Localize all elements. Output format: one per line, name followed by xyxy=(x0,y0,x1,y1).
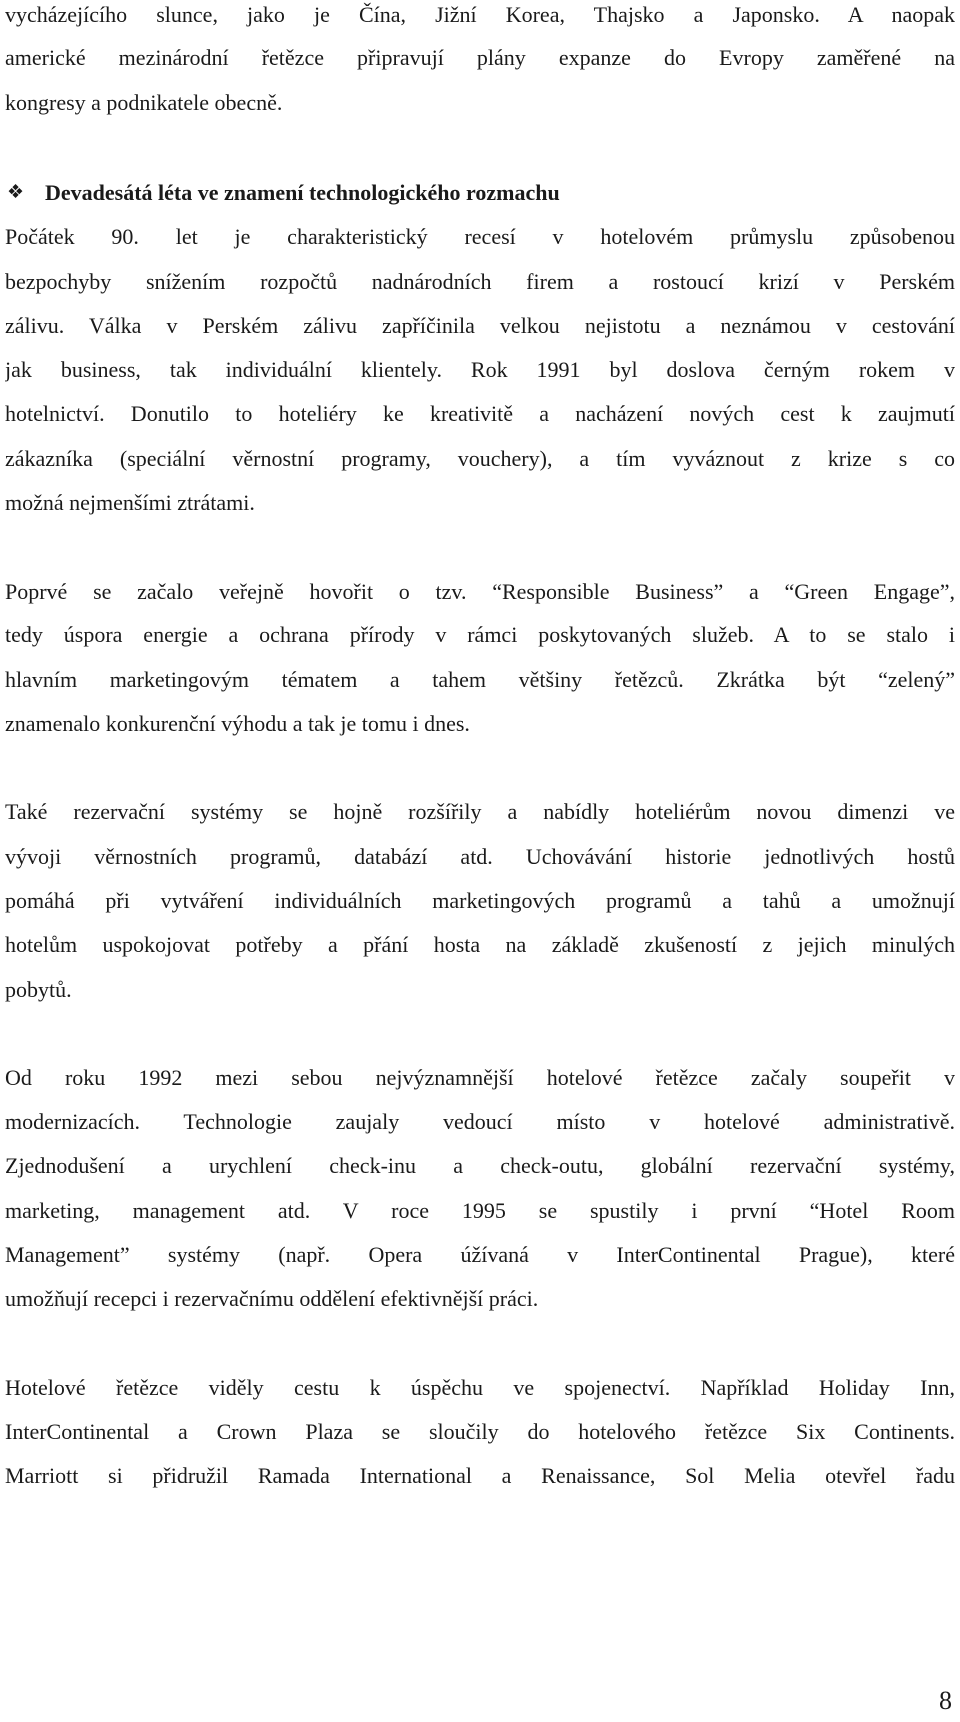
paragraph-line: vývoji věrnostních programů, databází atd. Uchovávání historie jednotlivých hostů xyxy=(5,844,955,869)
paragraph-line: modernizacích. Technologie zaujaly vedoucí místo v hotelové administrativě. xyxy=(5,1109,955,1134)
page-number: 8 xyxy=(939,1686,952,1715)
paragraph-line: Poprvé se začalo veřejně hovořit o tzv. “Responsible Business” a “Green Engage”, xyxy=(5,579,955,604)
section-heading-text: Devadesátá léta ve znamení technologického rozmachu xyxy=(45,180,560,205)
diamond-bullet-icon: ❖ xyxy=(7,182,25,203)
paragraph-line: pobytů. xyxy=(5,977,72,1002)
paragraph-line: Počátek 90. let je charakteristický recesí v hotelovém průmyslu způsobenou xyxy=(5,224,955,249)
paragraph-line: Hotelové řetězce viděly cestu k úspěchu ve spojenectví. Například Holiday Inn, xyxy=(5,1375,955,1400)
paragraph-line: Marriott si přidružil Ramada International a Renaissance, Sol Melia otevřel řadu xyxy=(5,1463,955,1488)
paragraph-line: hotelnictví. Donutilo to hoteliéry ke kreativitě a nacházení nových cest k zaujmutí xyxy=(5,401,955,426)
paragraph-line: InterContinental a Crown Plaza se sloučily do hotelového řetězce Six Continents. xyxy=(5,1419,955,1444)
paragraph-line: Od roku 1992 mezi sebou nejvýznamnější hotelové řetězce začaly soupeřit v xyxy=(5,1065,955,1090)
intro-line: kongresy a podnikatele obecně. xyxy=(5,90,283,115)
paragraph-line: marketing, management atd. V roce 1995 se spustily i první “Hotel Room xyxy=(5,1198,955,1223)
paragraph-line: zákazníka (speciální věrnostní programy, vouchery), a tím vyváznout z krize s co xyxy=(5,446,955,471)
section-heading xyxy=(5,178,955,208)
paragraph-line: hotelům uspokojovat potřeby a přání hosta na základě zkušeností z jejich minulých xyxy=(5,932,955,957)
intro-line: vycházejícího slunce, jako je Čína, Jižní Korea, Thajsko a Japonsko. A naopak xyxy=(5,2,955,27)
paragraph-line: jak business, tak individuální klientely. Rok 1991 byl doslova černým rokem v xyxy=(5,357,955,382)
paragraph-line: Také rezervační systémy se hojně rozšířily a nabídly hoteliérům novou dimenzi ve xyxy=(5,799,955,824)
paragraph-line: tedy úspora energie a ochrana přírody v rámci poskytovaných služeb. A to se stalo i xyxy=(5,622,955,647)
paragraph-line: znamenalo konkurenční výhodu a tak je tomu i dnes. xyxy=(5,711,470,736)
paragraph-line: Management” systémy (např. Opera úžívaná v InterContinental Prague), které xyxy=(5,1242,955,1267)
paragraph-line: bezpochyby snížením rozpočtů nadnárodních firem a rostoucí krizí v Perském xyxy=(5,269,955,294)
intro-line: americké mezinárodní řetězce připravují plány expanze do Evropy zaměřené na xyxy=(5,45,955,70)
paragraph-line: Zjednodušení a urychlení check-inu a check-outu, globální rezervační systémy, xyxy=(5,1153,955,1178)
paragraph-line: umožňují recepci i rezervačnímu oddělení efektivnější práci. xyxy=(5,1286,539,1311)
paragraph-line: zálivu. Válka v Perském zálivu zapříčinila velkou nejistotu a neznámou v cestování xyxy=(5,313,955,338)
paragraph-line: pomáhá při vytváření individuálních marketingových programů a tahů a umožnují xyxy=(5,888,955,913)
paragraph-line: hlavním marketingovým tématem a tahem většiny řetězců. Zkrátka být “zelený” xyxy=(5,667,955,692)
paragraph-line: možná nejmenšími ztrátami. xyxy=(5,490,255,515)
